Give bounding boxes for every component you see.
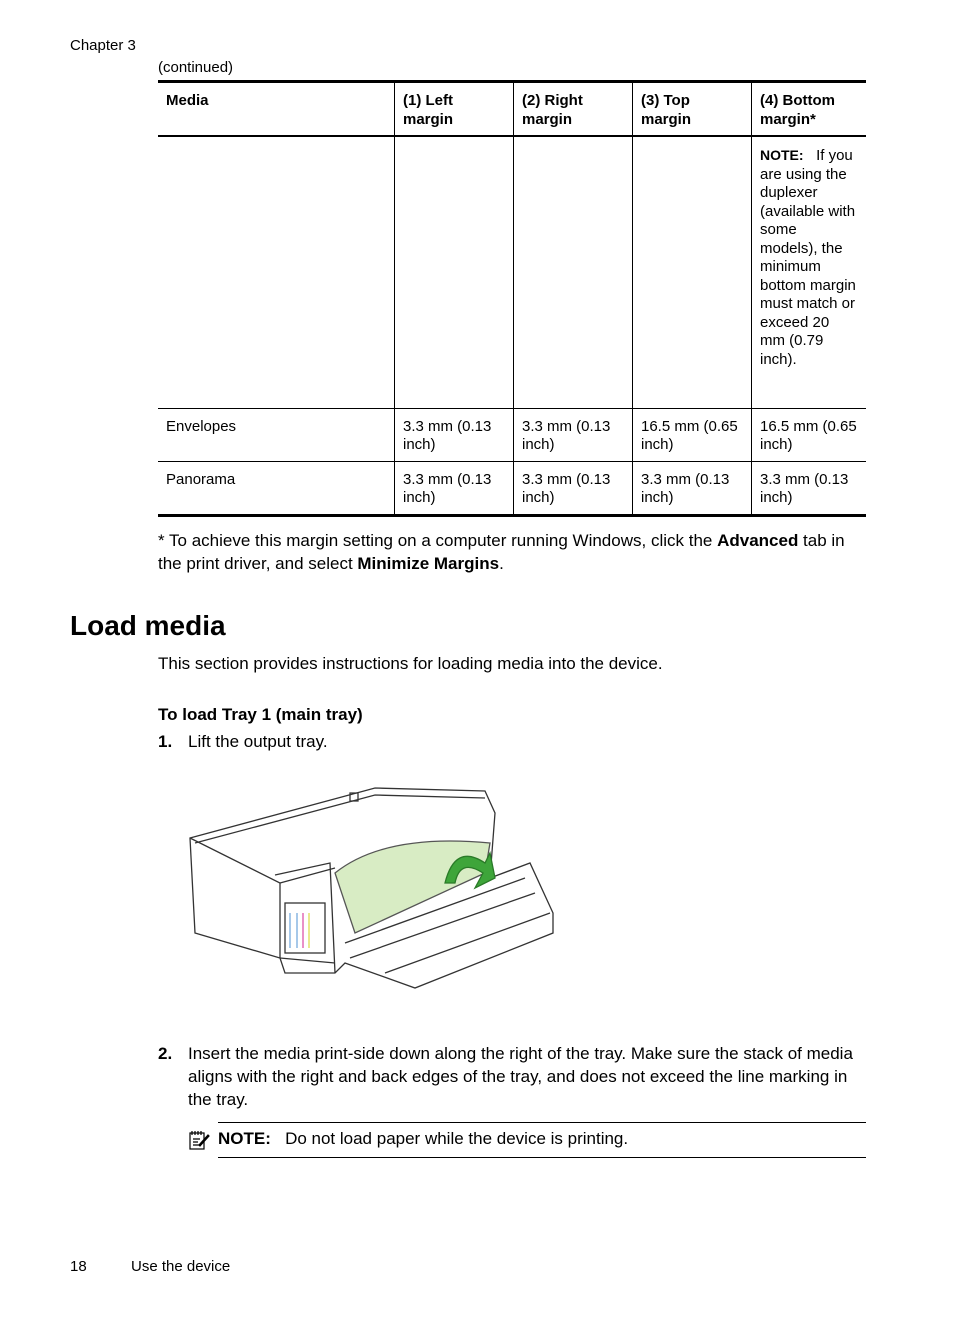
table-row: [158, 461, 866, 515]
note-label: NOTE:: [218, 1129, 271, 1148]
cell-media: Panorama: [166, 470, 236, 488]
cell-left: 3.3 mm (0.13 inch): [395, 408, 514, 461]
section-title: Load media: [70, 610, 226, 641]
col-top: (3) Top margin: [633, 82, 752, 137]
note-label: NOTE:: [760, 147, 804, 163]
cell-media: Envelopes: [166, 417, 237, 435]
footnote: [158, 529, 868, 575]
table-row: [158, 408, 866, 461]
cell-bottom: 16.5 mm (0.65 inch): [752, 408, 867, 461]
printer-illustration: [185, 783, 557, 1005]
procedure-title: To load Tray 1 (main tray): [158, 705, 363, 724]
footnote-text: tab in the print driver, and select: [158, 531, 845, 573]
footnote-text: * To achieve this margin setting on a computer running Windows, click the: [158, 531, 718, 550]
col-left: (1) Left margin: [395, 82, 514, 137]
step-number: 2.: [158, 1044, 173, 1063]
chapter-label: Chapter 3: [70, 37, 136, 54]
footer-title: Use the device: [131, 1258, 231, 1275]
col-right: (2) Right margin: [514, 82, 633, 137]
continued-label: (continued): [158, 59, 234, 76]
step-number: 1.: [158, 732, 173, 751]
minimize-margins-label: Minimize Margins: [357, 554, 500, 573]
note-bottom-rule: [218, 1157, 866, 1158]
table-header-row: [158, 82, 866, 137]
col-bottom: (4) Bottom margin*: [752, 82, 867, 137]
note-icon: [188, 1129, 210, 1151]
cell-right: 3.3 mm (0.13 inch): [514, 461, 633, 515]
duplexer-note-cell: [752, 136, 867, 408]
note-text: Do not load paper while the device is printing.: [285, 1129, 629, 1148]
cell-bottom: 3.3 mm (0.13 inch): [752, 461, 867, 515]
cell-top: 16.5 mm (0.65 inch): [633, 408, 752, 461]
advanced-tab-label: Advanced: [717, 531, 799, 550]
col-media: Media: [166, 92, 209, 109]
footnote-text: .: [499, 554, 504, 573]
step-text: Lift the output tray.: [188, 732, 328, 751]
cell-right: 3.3 mm (0.13 inch): [514, 408, 633, 461]
note-text: If you are using the duplexer (available with some models), the minimum bottom margin must match or exceed 20 mm (0.79 inch).: [760, 147, 856, 368]
section-intro: This section provides instructions for loading media into the device.: [158, 654, 663, 673]
note-top-rule: [218, 1122, 866, 1123]
note: [218, 1127, 628, 1150]
margins-table: [158, 80, 866, 517]
cell-left: 3.3 mm (0.13 inch): [395, 461, 514, 515]
step-text: Insert the media print-side down along the right of the tray. Make sure the stack of media aligns with the right and back edges of the tray, and does not exceed the line marking in the tray.: [188, 1044, 853, 1109]
page-number: 18: [70, 1258, 87, 1275]
table-row: [158, 136, 866, 408]
cell-top: 3.3 mm (0.13 inch): [633, 461, 752, 515]
